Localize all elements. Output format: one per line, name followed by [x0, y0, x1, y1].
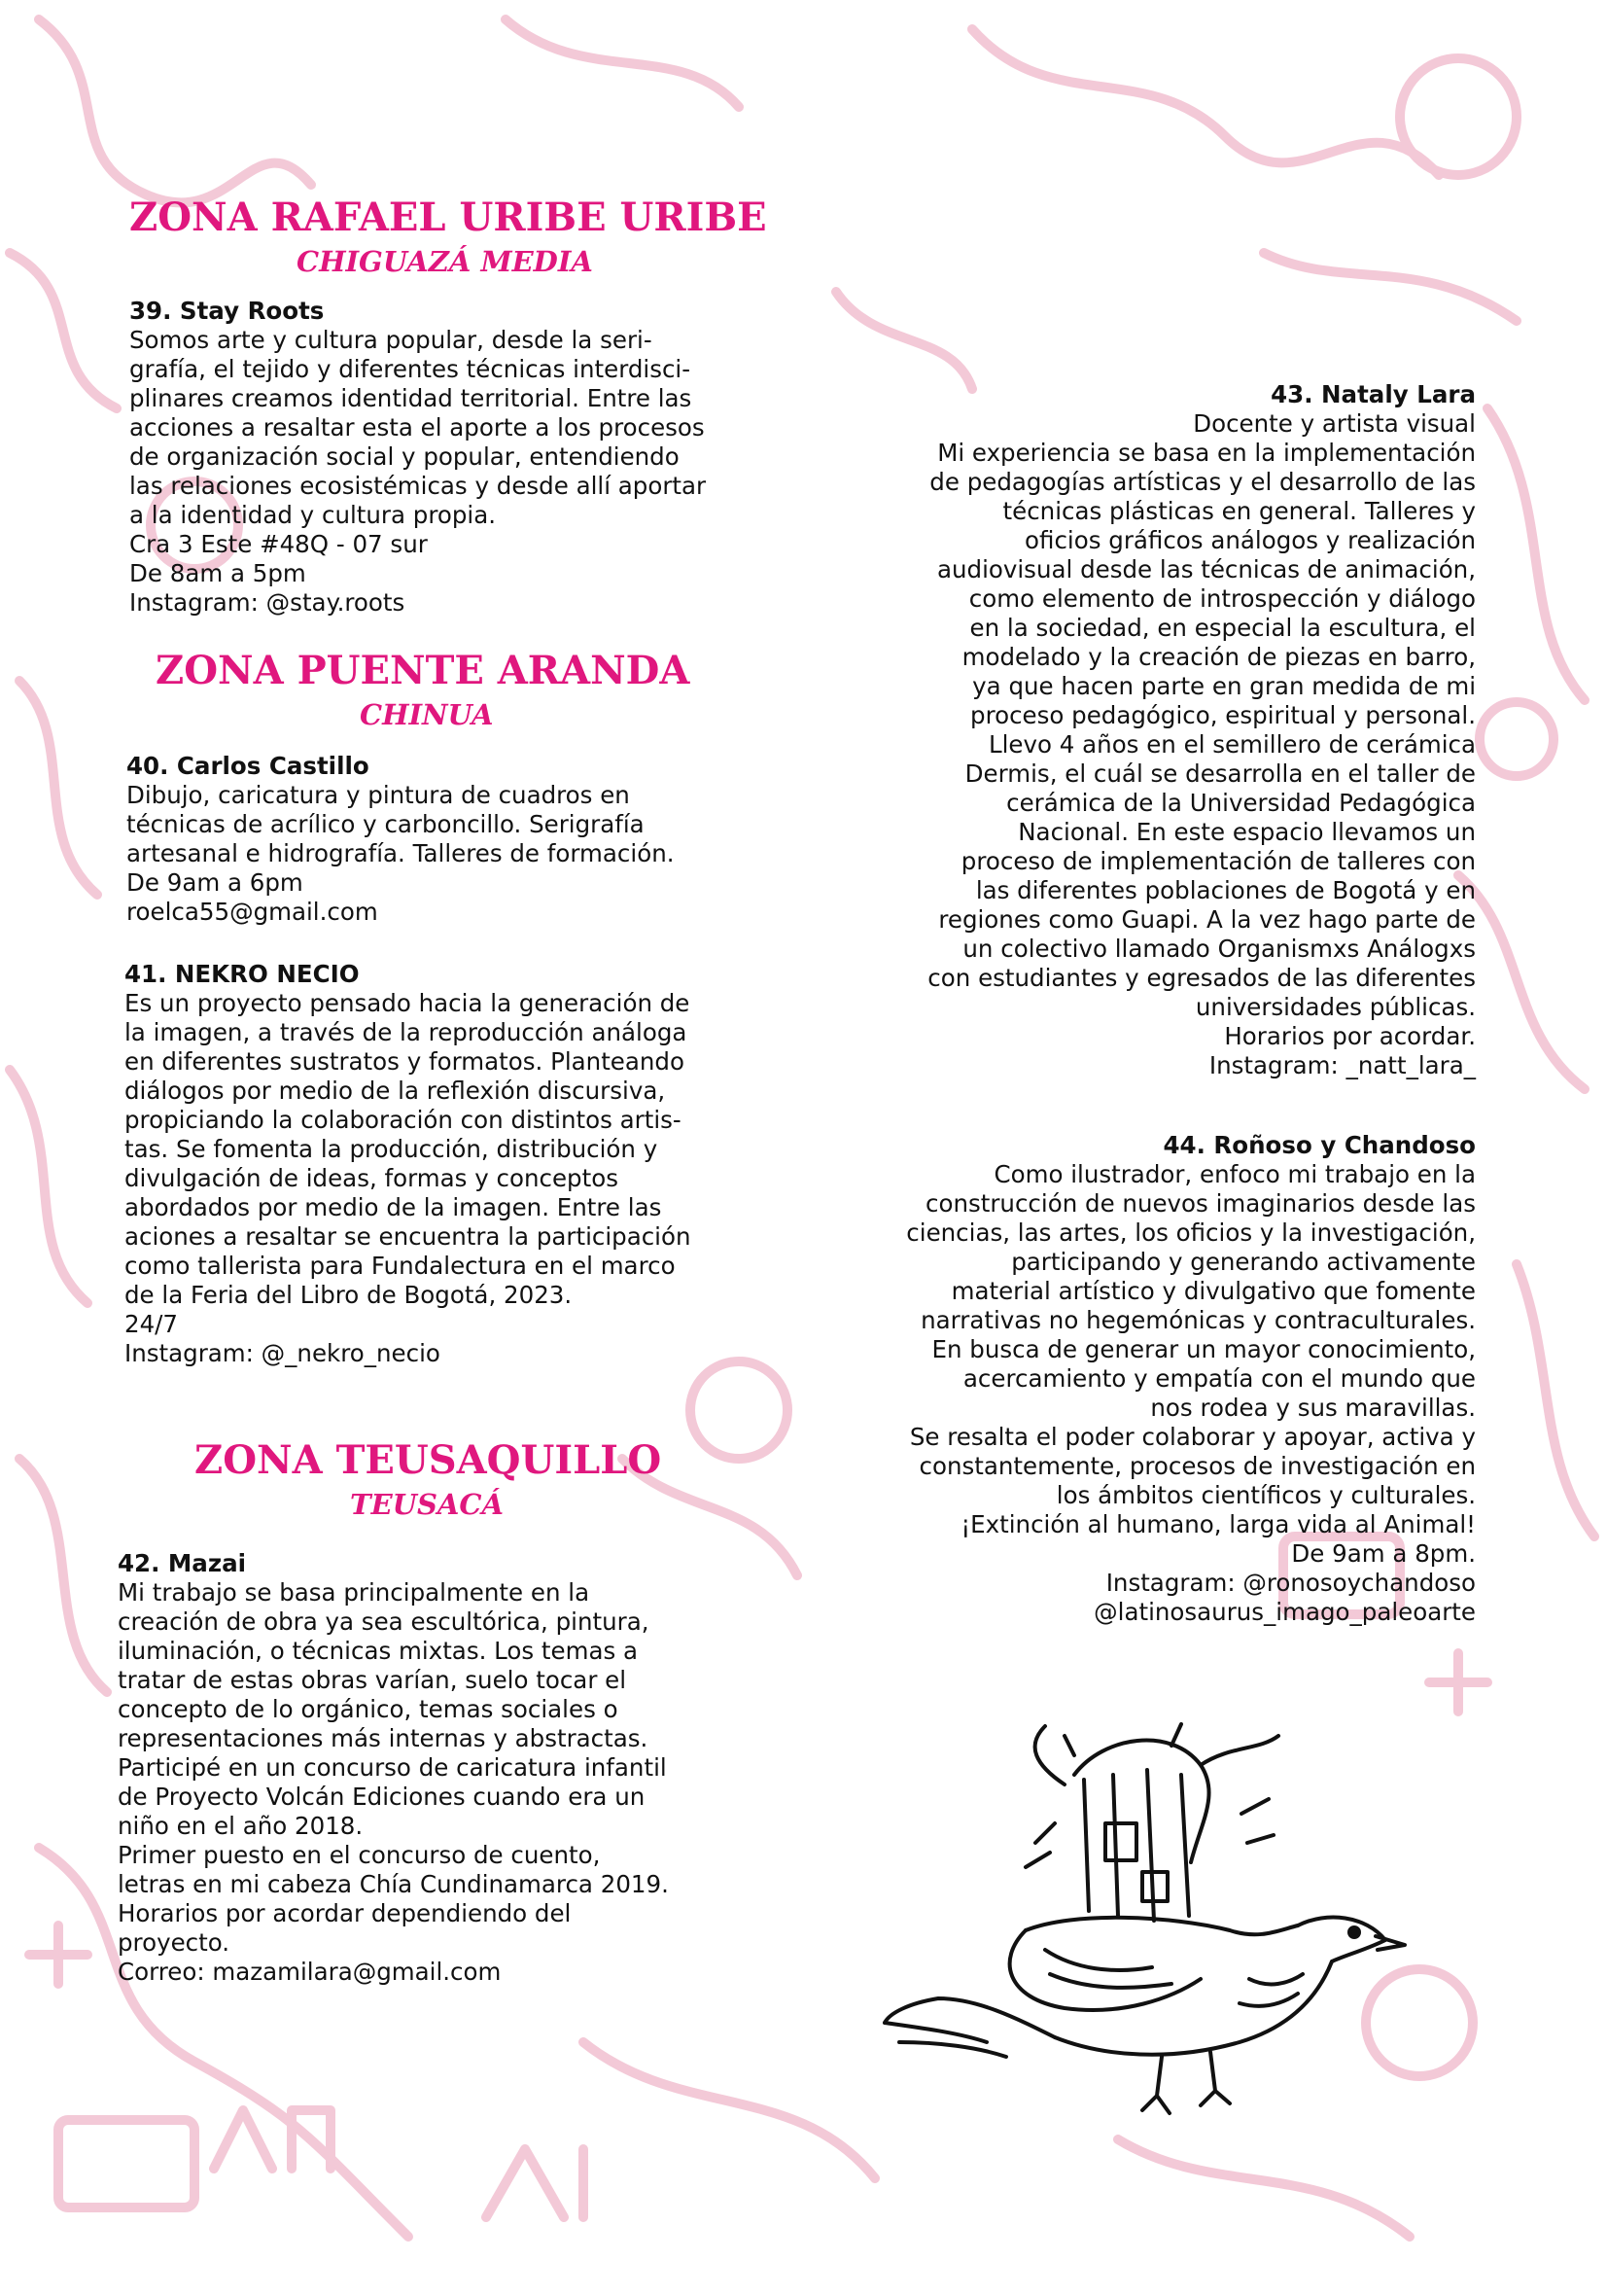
entry-description: Somos arte y cultura popular, desde la seri- grafía, el tejido y diferentes técnicas interdisci- plinares creamos identidad territorial. Entre las acciones a resaltar esta el aporte a los procesos de organización social y popular, entendiendo las relaciones ecosistémicas y desde allí aportar a la identidad y cultura propia. — [129, 326, 707, 529]
entry-title: 42. Mazai — [118, 1549, 247, 1577]
entry-contact: Instagram: @stay.roots — [129, 588, 405, 617]
entry-description: Mi trabajo se basa principalmente en la creación de obra ya sea escultórica, pintura, iluminación, o técnicas mixtas. Los temas a tratar de estas obras varían, suelo tocar el concepto de lo orgánico, temas sociales o representaciones más internas y abstractas. Participé en un concurso de caricatura infantil de Proyecto Volcán Ediciones cuando era un niño en el año 2018. Primer puesto en el concurso de cuento, letras en mi cabeza Chía Cundinamarca 2019. — [118, 1578, 669, 1898]
entry-44 — [795, 1131, 1476, 1627]
entry-hours: De 8am a 5pm — [129, 559, 306, 587]
zone-title-puente-aranda: ZONA PUENTE ARANDA — [156, 648, 690, 693]
entry-title: 40. Carlos Castillo — [126, 752, 369, 780]
entry-40 — [126, 752, 807, 927]
entry-hours: 24/7 — [124, 1310, 179, 1338]
zone-subtitle-chiguaza-media: CHIGUAZÁ MEDIA — [297, 245, 593, 278]
entry-hours: De 9am a 8pm. — [1291, 1539, 1476, 1568]
entry-hours: Horarios por acordar dependiendo del proyecto. — [118, 1899, 572, 1957]
entry-title: 44. Roñoso y Chandoso — [1163, 1131, 1476, 1159]
entry-description: Mi experiencia se basa en la implementación de pedagogías artísticas y el desarrollo de las técnicas plásticas en general. Talleres y oficios gráficos análogos y realización audiovisual desde las técnicas de animación, como elemento de introspección y diálogo en la sociedad, en especial la escultura, el modelado y la creación de piezas en barro, ya que hacen parte en gran medida de mi proceso pedagógico, espiritual y personal. Llevo 4 años en el semillero de cerámica Dermis, el cuál se desarrolla en el taller de cerámica de la Universidad Pedagógica Nacional. En este espacio llevamos un proceso de implementación de talleres con las diferentes poblaciones de Bogotá y en regiones como Guapi. A la vez hago parte de un colectivo llamado Organismxs Análogxs con estudiantes y egresados de las diferentes universidades públicas. — [927, 439, 1476, 1021]
entry-39 — [129, 297, 810, 618]
entry-contact-secondary: @latinosaurus_imago_paleoarte — [1094, 1598, 1476, 1626]
entry-42 — [118, 1549, 798, 1987]
entry-43 — [795, 380, 1476, 1080]
entry-title: 41. NEKRO NECIO — [124, 960, 360, 988]
entry-role: Docente y artista visual — [1193, 409, 1476, 438]
entry-address: Cra 3 Este #48Q - 07 sur — [129, 530, 428, 558]
entry-hours: Horarios por acordar. — [1224, 1022, 1476, 1050]
entry-contact: roelca55@gmail.com — [126, 898, 378, 926]
zone-subtitle-teusaca: TEUSACÁ — [350, 1488, 504, 1521]
entry-description: Como ilustrador, enfoco mi trabajo en la construcción de nuevos imaginarios desde las ciencias, las artes, los oficios y la investigación, participando y generando activamente material artístico y divulgativo que fomente narrativas no hegemónicas y contraculturales. En busca de generar un mayor conocimiento, acercamiento y empatía con el mundo que nos rodea y sus maravillas. Se resalta el poder colaborar y apoyar, activa y constantemente, procesos de investigación en los ámbitos científicos y culturales. ¡Extinción al humano, larga vida al Animal! — [906, 1160, 1476, 1538]
zone-title-rafael-uribe-uribe: ZONA RAFAEL URIBE URIBE — [129, 194, 767, 240]
entry-title: 43. Nataly Lara — [1271, 380, 1476, 408]
entry-contact: Correo: mazamilara@gmail.com — [118, 1958, 502, 1986]
zone-title-teusaquillo: ZONA TEUSAQUILLO — [194, 1437, 662, 1483]
entry-contact: Instagram: @ronosoychandoso — [1105, 1569, 1476, 1597]
zone-subtitle-chinua: CHINUA — [360, 698, 494, 731]
entry-description: Dibujo, caricatura y pintura de cuadros en técnicas de acrílico y carboncillo. Serigrafía artesanal e hidrografía. Talleres de formación. — [126, 781, 675, 867]
entry-hours: De 9am a 6pm — [126, 868, 303, 897]
entry-title: 39. Stay Roots — [129, 297, 325, 325]
entry-contact: Instagram: _natt_lara_ — [1208, 1051, 1476, 1079]
entry-contact: Instagram: @_nekro_necio — [124, 1339, 440, 1367]
entry-description: Es un proyecto pensado hacia la generación de la imagen, a través de la reproducción análoga en diferentes sustratos y formatos. Planteando diálogos por medio de la reflexión discursiva, propiciando la colaboración con distintos artis- tas. Se fomenta la producción, distribución y divulgación de ideas, formas y conceptos abordados por medio de la imagen. Entre las aciones a resaltar se encuentra la participación como tallerista para Fundalectura en el marco de la Feria del Libro de Bogotá, 2023. — [124, 989, 691, 1309]
bird-illustration — [880, 1707, 1410, 2120]
entry-41 — [124, 960, 805, 1368]
